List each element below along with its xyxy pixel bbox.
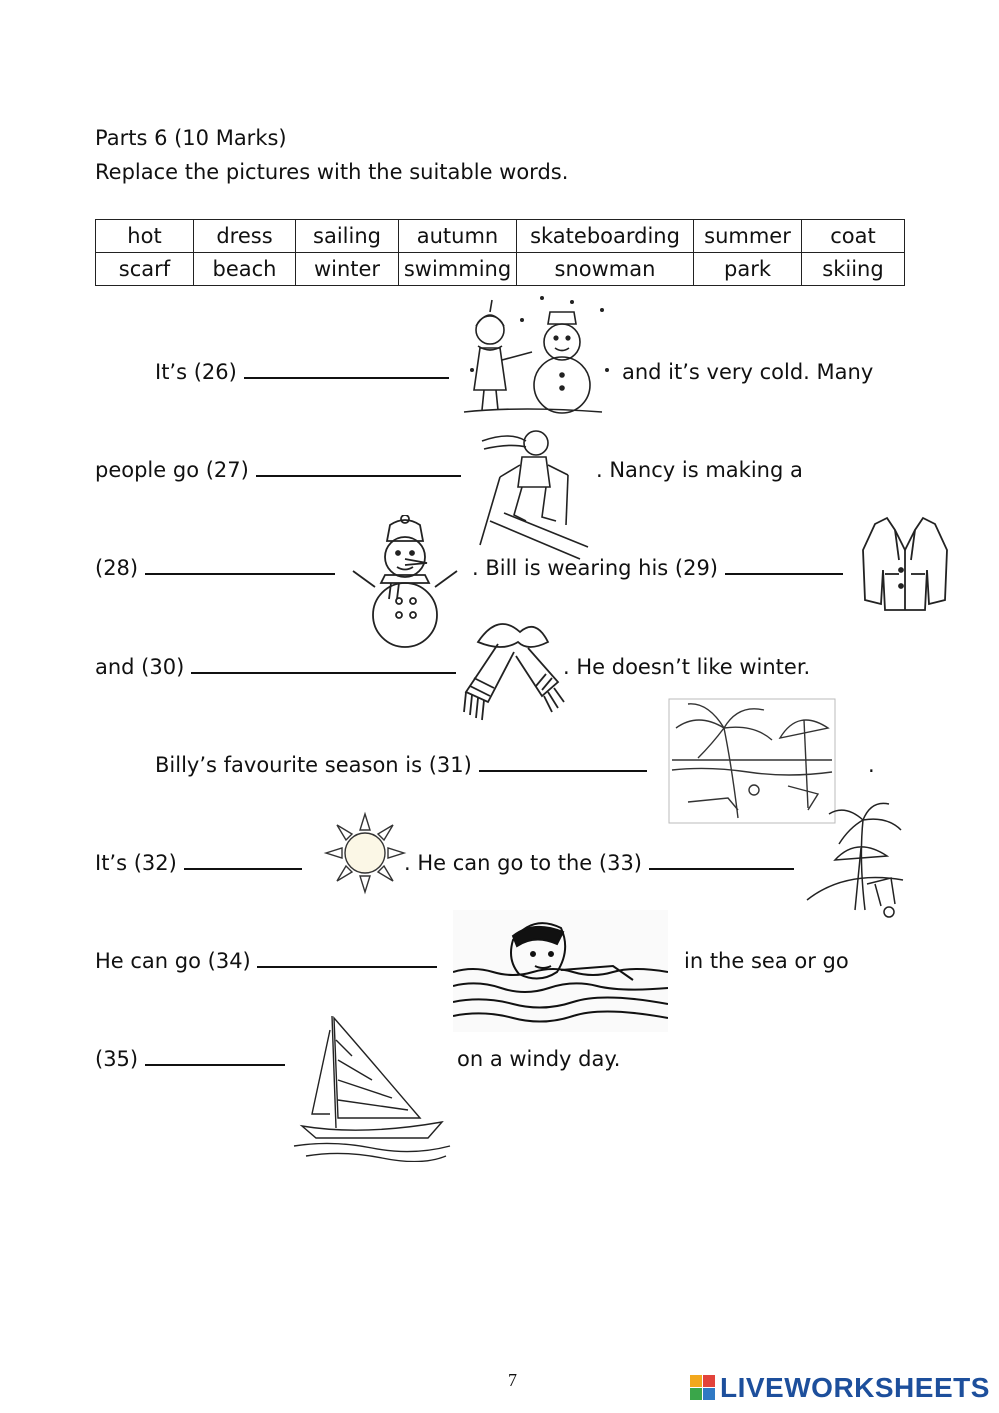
line-text: . He can go to the (33): [404, 851, 642, 875]
word-bank-cell: park: [694, 253, 802, 286]
answer-blank-32[interactable]: [184, 850, 302, 870]
line-text: people go (27): [95, 458, 249, 482]
line-text: It’s (32): [95, 851, 177, 875]
line-text: . Bill is wearing his (29): [472, 556, 719, 580]
logo-squares-icon: [690, 1375, 716, 1401]
line-30-text: [95, 654, 456, 680]
sailboat-picture: [292, 1010, 452, 1162]
line-text: .: [868, 753, 875, 777]
line-27-text: [95, 457, 461, 483]
answer-blank-28[interactable]: [145, 555, 335, 575]
answer-blank-35[interactable]: [145, 1046, 285, 1066]
word-bank-cell: winter: [296, 253, 399, 286]
line-33-text: [404, 850, 794, 876]
line-text: (35): [95, 1047, 139, 1071]
line-text: (28): [95, 556, 139, 580]
word-bank-cell: swimming: [399, 253, 517, 286]
beach-picture: [805, 800, 905, 920]
page-number: 7: [508, 1370, 517, 1390]
word-bank-cell: sailing: [296, 220, 399, 253]
skier-picture: [470, 425, 595, 560]
line-text: . Nancy is making a: [596, 458, 803, 482]
line-29-text: [472, 555, 843, 581]
line-text: . He doesn’t like winter.: [563, 655, 811, 679]
line-text: on a windy day.: [457, 1047, 621, 1071]
line-34-text: [95, 948, 437, 974]
word-bank-cell: skiing: [802, 253, 905, 286]
word-bank-cell: hot: [96, 220, 194, 253]
answer-blank-30[interactable]: [191, 654, 456, 674]
answer-blank-27[interactable]: [256, 457, 461, 477]
answer-blank-34[interactable]: [257, 948, 437, 968]
answer-blank-31[interactable]: [479, 752, 647, 772]
word-bank-cell: summer: [694, 220, 802, 253]
part-title: Parts 6 (10 Marks): [95, 126, 287, 150]
line-text: and (30): [95, 655, 185, 679]
line-text: Billy’s favourite season is (31): [155, 753, 472, 777]
word-bank-cell: scarf: [96, 253, 194, 286]
word-bank-cell: dress: [194, 220, 296, 253]
coat-picture: [855, 510, 955, 620]
snowman-picture: [345, 515, 465, 650]
answer-blank-26[interactable]: [244, 359, 449, 379]
swimming-picture: [453, 910, 668, 1032]
word-bank-row: [96, 220, 905, 253]
line-32-text: [95, 850, 302, 876]
word-bank-cell: coat: [802, 220, 905, 253]
word-bank-cell: autumn: [399, 220, 517, 253]
line-text: and it’s very cold. Many: [622, 360, 874, 384]
instruction-text: Replace the pictures with the suitable words.: [95, 160, 569, 184]
line-26-text: [155, 359, 449, 385]
line-text: in the sea or go: [684, 949, 849, 973]
word-bank-row: [96, 253, 905, 286]
snowman-kid-picture: [462, 290, 612, 420]
word-bank-cell: skateboarding: [517, 220, 694, 253]
word-bank-cell: beach: [194, 253, 296, 286]
line-text: It’s (26): [155, 360, 237, 384]
word-bank-cell: snowman: [517, 253, 694, 286]
line-text: He can go (34): [95, 949, 251, 973]
liveworksheets-logo: [690, 1373, 990, 1403]
sun-picture: [322, 810, 408, 896]
answer-blank-33[interactable]: [649, 850, 794, 870]
answer-blank-29[interactable]: [725, 555, 843, 575]
scarf-picture: [458, 612, 568, 722]
brand-name: LIVEWORKSHEETS: [720, 1372, 990, 1403]
line-35-text: [95, 1046, 285, 1072]
line-28-text: [95, 555, 335, 581]
line-31-text: [155, 752, 647, 778]
word-bank-table: [95, 219, 905, 286]
